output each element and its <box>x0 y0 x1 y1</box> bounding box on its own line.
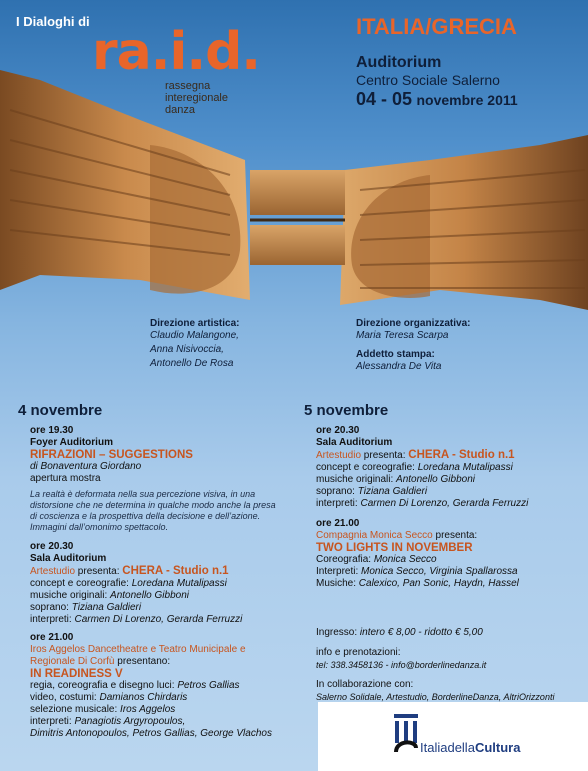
event-heading <box>316 449 584 462</box>
credit-person: Loredana Mutalipassi <box>417 462 513 473</box>
brand-part-bold: Cultura <box>474 740 521 755</box>
raid-logo: ra.i.d. <box>92 22 261 82</box>
credit-line <box>316 486 584 498</box>
event-time: ore 19.30 <box>30 425 74 436</box>
sponsor-brand <box>420 740 520 755</box>
organization-credits <box>356 318 470 374</box>
event-title: RIFRAZIONI – SUGGESTIONS <box>30 449 193 461</box>
presents-label: presenta: <box>432 530 478 541</box>
event-company: Compagnia Monica Secco <box>316 530 433 541</box>
dates-days: 04 - 05 <box>356 89 413 109</box>
credit-line <box>316 462 584 474</box>
credit-role: soprano: <box>30 602 72 613</box>
credit-role: interpreti: <box>316 498 361 509</box>
event-author: di Bonaventura Giordano <box>30 461 142 472</box>
credit-role: Interpreti: <box>316 566 362 577</box>
credit-line <box>316 498 584 510</box>
event-company: Artestudio <box>316 450 362 461</box>
credit-person: Monica Secco, Virginia Spallarossa <box>361 566 518 577</box>
day-title: 5 novembre <box>304 402 389 419</box>
event-header <box>356 14 518 112</box>
event-dates <box>356 88 518 112</box>
event-place: Sala Auditorium <box>316 437 393 448</box>
day-title: 4 novembre <box>18 402 103 419</box>
credit-person: Panagiotis Argyropoulos, <box>74 716 186 727</box>
credit-line <box>30 704 282 716</box>
lintel-bottom <box>250 225 345 265</box>
logo-sub-line: interegionale <box>165 92 228 104</box>
credit-line <box>316 578 584 590</box>
credit-role: video, costumi: <box>30 692 100 703</box>
event-title: TWO LIGHTS IN NOVEMBER <box>316 542 473 554</box>
credit-role: interpreti: <box>30 716 75 727</box>
credit-person: Antonello Gibboni <box>110 590 189 601</box>
entry-price <box>316 627 584 639</box>
press-label: Addetto stampa: <box>356 349 435 360</box>
event-heading <box>316 530 584 542</box>
info-section <box>316 627 584 703</box>
event-time: ore 21.00 <box>316 518 360 529</box>
credit-line <box>30 680 282 692</box>
artistic-name: Antonello De Rosa <box>150 358 234 369</box>
event-company: Artestudio <box>30 566 76 577</box>
artistic-name: Anna Nisivoccia, <box>150 344 224 355</box>
event-company: Iros Aggelos Dancetheatre e Teatro Municipale e Regionale Di Corfù <box>30 644 246 667</box>
event-type: apertura mostra <box>30 473 101 484</box>
artistic-direction-label: Direzione artistica: <box>150 318 240 329</box>
org-direction-label: Direzione organizzativa: <box>356 318 471 329</box>
credit-role: soprano: <box>316 486 358 497</box>
credit-line <box>30 614 282 626</box>
credit-person: Monica Secco <box>373 554 437 565</box>
press-name: Alessandra De Vita <box>356 361 442 372</box>
event-title: IN READINESS V <box>30 668 123 680</box>
sponsor-box <box>318 702 588 771</box>
contact-value: tel: 338.3458136 - info@borderlinedanza.it <box>316 660 487 670</box>
credit-role: concept e coreografie: <box>30 578 132 589</box>
credit-role: concept e coreografie: <box>316 462 418 473</box>
brand-part: Italiadella <box>420 740 475 755</box>
credit-role: musiche originali: <box>30 590 111 601</box>
festival-pretitle: I Dialoghi di <box>16 14 90 29</box>
presents-label: presentano: <box>114 656 171 667</box>
dates-month-year: novembre 2011 <box>416 92 518 108</box>
event-heading <box>30 565 282 578</box>
credit-line <box>30 578 282 590</box>
event-title: CHERA - Studio n.1 <box>408 449 515 461</box>
credit-role: selezione musicale: <box>30 704 121 715</box>
credit-person: Tiziana Galdieri <box>71 602 142 613</box>
collaboration-value: Salerno Solidale, Artestudio, BorderlineDanza, AltriOrizzonti <box>316 692 555 702</box>
credit-role: regia, coreografia e disegno luci: <box>30 680 178 691</box>
credit-person: Petros Gallias <box>177 680 240 691</box>
credit-role: interpreti: <box>30 614 75 625</box>
credit-role: musiche originali: <box>316 474 397 485</box>
contact-label: info e prenotazioni: <box>316 647 401 658</box>
credit-person: Carmen Di Lorenzo, Gerarda Ferruzzi <box>74 614 243 625</box>
credit-role: Musiche: <box>316 578 359 589</box>
credit-line <box>316 566 584 578</box>
credit-person: Damianos Chirdaris <box>99 692 188 703</box>
region-title: ITALIA/GRECIA <box>356 14 517 39</box>
day2-program <box>316 425 584 590</box>
credit-person: Carmen Di Lorenzo, Gerarda Ferruzzi <box>360 498 529 509</box>
lintel-top <box>250 170 345 215</box>
org-direction-name: Maria Teresa Scarpa <box>356 330 449 341</box>
logo-sub-line: danza <box>165 104 195 116</box>
day1-title <box>18 402 102 419</box>
presents-label: presenta: <box>361 450 409 461</box>
italia-della-cultura-icon <box>392 712 420 754</box>
entry-value: intero € 8,00 - ridotto € 5,00 <box>359 627 483 638</box>
credit-line <box>30 590 282 602</box>
artistic-direction <box>150 318 239 371</box>
credit-role: Coreografia: <box>316 554 374 565</box>
day2-title <box>304 402 388 419</box>
credit-line <box>30 692 282 704</box>
credit-person: Antonello Gibboni <box>396 474 475 485</box>
event-heading <box>30 644 282 668</box>
collaboration-label: In collaborazione con: <box>316 679 414 690</box>
credit-person: Dimitris Antonopoulos, Petros Gallias, George Vlachos <box>30 728 272 739</box>
presents-label: presenta: <box>75 566 123 577</box>
venue-subtitle: Centro Sociale Salerno <box>356 72 500 88</box>
event-place: Foyer Auditorium <box>30 437 113 448</box>
credit-line <box>30 716 282 728</box>
event-title: CHERA - Studio n.1 <box>122 565 229 577</box>
event-time: ore 20.30 <box>316 425 360 436</box>
day1-program <box>30 425 282 740</box>
event-time: ore 20.30 <box>30 541 74 552</box>
event-description: La realtà è deformata nella sua percezione visiva, in una distorsione che ne determina in qualche modo anche la presa di coscienza e la prospettiva della decisione e dell’azione. Immagini dall’omonimo spettacolo. <box>30 489 276 532</box>
credit-person: Calexico, Pan Sonic, Haydn, Hassel <box>358 578 519 589</box>
venue-name: Auditorium <box>356 54 442 71</box>
credit-line <box>30 602 282 614</box>
event-place: Sala Auditorium <box>30 553 107 564</box>
credit-line <box>316 554 584 566</box>
entry-label: Ingresso: <box>316 627 360 638</box>
artistic-name: Claudio Malangone, <box>150 330 239 341</box>
credit-person: Iros Aggelos <box>120 704 176 715</box>
logo-subtitle <box>165 80 228 116</box>
credit-line <box>316 474 584 486</box>
credit-person: Tiziana Galdieri <box>357 486 428 497</box>
credit-person: Loredana Mutalipassi <box>131 578 227 589</box>
event-time: ore 21.00 <box>30 632 74 643</box>
logo-sub-line: rassegna <box>165 80 211 92</box>
